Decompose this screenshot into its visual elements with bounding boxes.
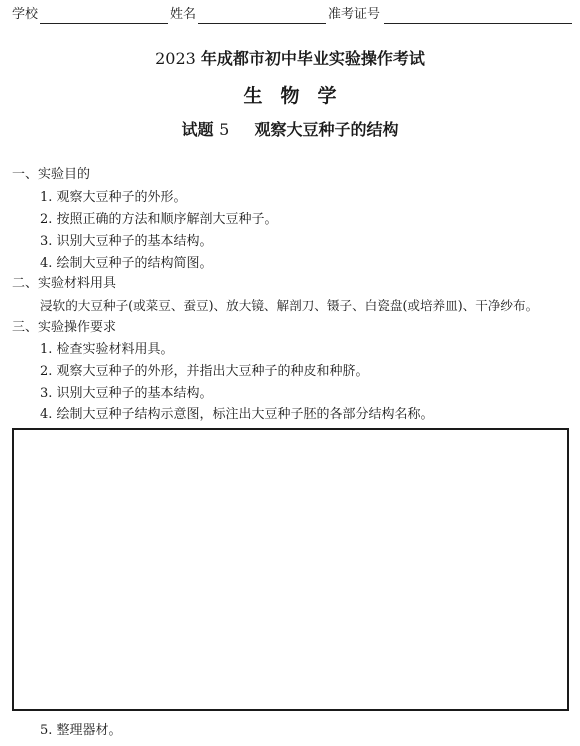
requirement-item: 1. 检查实验材料用具。 <box>40 342 174 357</box>
purpose-item: 4. 绘制大豆种子的结构简图。 <box>40 256 213 271</box>
section-heading-requirements: 三、实验操作要求 <box>12 320 117 335</box>
exam-year: 2023 <box>155 49 196 68</box>
requirement-item-final: 5. 整理器材。 <box>40 723 122 738</box>
section-heading-purpose: 一、实验目的 <box>12 167 91 182</box>
test-name: 观察大豆种子的结构 <box>254 120 399 139</box>
test-title <box>0 119 580 141</box>
school-field-line[interactable] <box>40 23 168 24</box>
exam-name: 年成都市初中毕业实验操作考试 <box>200 49 425 68</box>
ticket-number-field-line[interactable] <box>384 23 572 24</box>
requirement-item: 2. 观察大豆种子的外形，并指出大豆种子的种皮和种脐。 <box>40 364 369 379</box>
purpose-item: 1. 观察大豆种子的外形。 <box>40 190 187 205</box>
school-label: 学校 <box>12 7 39 22</box>
purpose-item: 2. 按照正确的方法和顺序解剖大豆种子。 <box>40 212 278 227</box>
exam-title <box>0 48 580 70</box>
drawing-area-box[interactable] <box>12 428 569 711</box>
test-number: 5 <box>219 120 230 139</box>
name-label: 姓名 <box>170 7 197 22</box>
requirement-item: 4. 绘制大豆种子结构示意图，标注出大豆种子胚的各部分结构名称。 <box>40 407 434 422</box>
header-info-row <box>12 6 574 26</box>
name-field-line[interactable] <box>198 23 326 24</box>
purpose-item: 3. 识别大豆种子的基本结构。 <box>40 234 213 249</box>
section-heading-materials: 二、实验材料用具 <box>12 276 117 291</box>
materials-text: 浸软的大豆种子(或菜豆、蚕豆)、放大镜、解剖刀、镊子、白瓷盘(或培养皿)、干净纱布。 <box>40 298 539 313</box>
test-prefix: 试题 <box>181 120 214 139</box>
subject-title: 生物学 <box>243 85 355 107</box>
requirement-item: 3. 识别大豆种子的基本结构。 <box>40 386 213 401</box>
ticket-number-label: 准考证号 <box>328 7 381 22</box>
